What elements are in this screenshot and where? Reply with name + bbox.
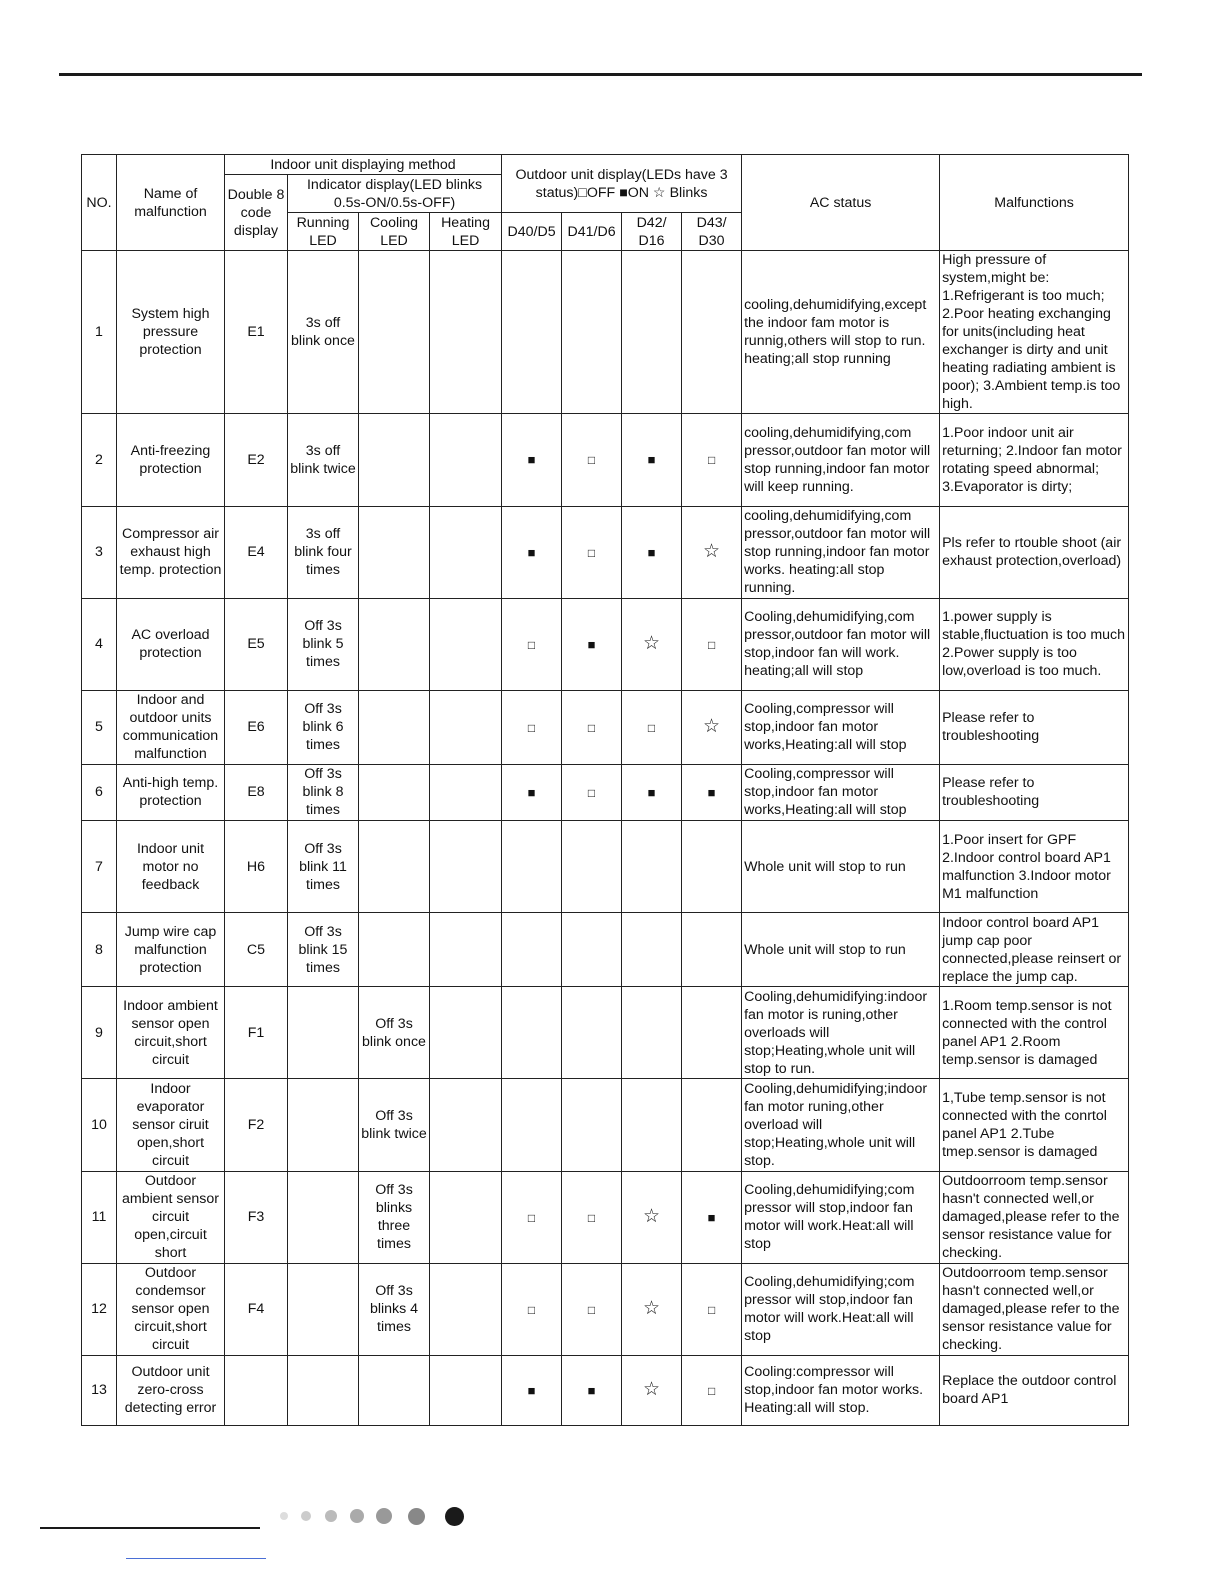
cell-d41 (562, 414, 622, 506)
header-ac-status: AC status (742, 155, 940, 251)
cell-d41 (562, 1171, 622, 1263)
cell-no: 4 (82, 598, 117, 690)
cell-heating-led (430, 506, 502, 598)
cell-d42 (622, 820, 682, 912)
cell-heating-led (430, 1171, 502, 1263)
cell-no: 2 (82, 414, 117, 506)
cell-d43 (682, 690, 742, 764)
led-on-icon: ■ (527, 784, 536, 800)
cell-no: 1 (82, 251, 117, 414)
header-heating: Heating LED (430, 213, 502, 251)
cell-heating-led (430, 913, 502, 987)
led-off-icon: □ (587, 453, 596, 468)
led-on-icon: ■ (527, 544, 536, 560)
cell-heating-led (430, 1355, 502, 1425)
cell-d43 (682, 414, 742, 506)
cell-cooling-led: Off 3s blinks three times (359, 1171, 430, 1263)
cell-heating-led (430, 1079, 502, 1171)
cell-d43 (682, 764, 742, 820)
header-cooling: Cooling LED (359, 213, 430, 251)
cell-ac-status: Whole unit will stop to run (742, 913, 940, 987)
cell-malfunction: 1.Poor insert for GPF 2.Indoor control board AP1 malfunction 3.Indoor motor M1 malfunction (940, 820, 1129, 912)
cell-d41 (562, 598, 622, 690)
cell-malfunction: Replace the outdoor control board AP1 (940, 1355, 1129, 1425)
cell-malfunction: 1.Poor indoor unit air returning; 2.Indoor fan motor rotating speed abnormal; 3.Evaporator is dirty; (940, 414, 1129, 506)
cell-malfunction: Please refer to troubleshooting (940, 690, 1129, 764)
footer-rule (40, 1527, 260, 1529)
cell-d41 (562, 1355, 622, 1425)
cell-d43 (682, 820, 742, 912)
cell-ac-status: Cooling,dehumidifying;com pressor will stop,indoor fan motor will work.Heat:all will stop (742, 1263, 940, 1355)
cell-cooling-led (359, 913, 430, 987)
cell-code: E6 (225, 690, 288, 764)
table-row (82, 820, 1129, 912)
led-off-icon: □ (707, 1302, 716, 1317)
header-outdoor: Outdoor unit display(LEDs have 3 status)□OFF ■ON ☆ Blinks (502, 155, 742, 213)
progress-dot (376, 1508, 392, 1524)
cell-code: C5 (225, 913, 288, 987)
malfunction-table (81, 154, 1129, 1426)
cell-malfunction: Outdoorroom temp.sensor hasn't connected well,or damaged,please refer to the sensor resistance value for checking. (940, 1171, 1129, 1263)
cell-code (225, 1355, 288, 1425)
cell-d40 (502, 414, 562, 506)
cell-ac-status: Cooling,compressor will stop,indoor fan motor works,Heating:all will stop (742, 764, 940, 820)
cell-code: F4 (225, 1263, 288, 1355)
led-off-icon: □ (527, 720, 536, 735)
cell-heating-led (430, 251, 502, 414)
cell-d40 (502, 506, 562, 598)
cell-running-led (288, 1079, 359, 1171)
cell-heating-led (430, 690, 502, 764)
cell-heating-led (430, 414, 502, 506)
cell-malfunction: Indoor control board AP1 jump cap poor connected,please reinsert or replace the jump cap. (940, 913, 1129, 987)
cell-d41 (562, 251, 622, 414)
cell-d41 (562, 764, 622, 820)
cell-ac-status: Cooling,dehumidifying;indoor fan motor runing,other overload will stop;Heating,whole unit will stop. (742, 1079, 940, 1171)
cell-d43 (682, 1355, 742, 1425)
cell-cooling-led (359, 690, 430, 764)
cell-name: Indoor unit motor no feedback (117, 820, 225, 912)
table-row (82, 414, 1129, 506)
led-blink-icon: ☆ (643, 633, 661, 655)
header-double8: Double 8 code display (225, 175, 288, 251)
cell-d42 (622, 506, 682, 598)
cell-running-led (288, 1355, 359, 1425)
cell-d41 (562, 820, 622, 912)
led-off-icon: □ (527, 1210, 536, 1225)
cell-cooling-led (359, 414, 430, 506)
table-row (82, 1263, 1129, 1355)
cell-malfunction: High pressure of system,might be: 1.Refrigerant is too much; 2.Poor heating exchanging for units(including heat exchanger is dirty and unit heating radiating ambient is poor); 3.Ambient temp.is too high. (940, 251, 1129, 414)
led-blink-icon: ☆ (703, 716, 721, 738)
progress-dot (325, 1510, 337, 1522)
cell-heating-led (430, 987, 502, 1079)
cell-ac-status: Cooling,compressor will stop,indoor fan motor works,Heating:all will stop (742, 690, 940, 764)
table-row (82, 598, 1129, 690)
led-blink-icon: ☆ (703, 541, 721, 563)
cell-d40 (502, 690, 562, 764)
cell-d42 (622, 251, 682, 414)
cell-ac-status: Whole unit will stop to run (742, 820, 940, 912)
cell-d41 (562, 987, 622, 1079)
cell-d43 (682, 506, 742, 598)
cell-heating-led (430, 820, 502, 912)
cell-name: Compressor air exhaust high temp. protection (117, 506, 225, 598)
cell-d42 (622, 598, 682, 690)
cell-no: 8 (82, 913, 117, 987)
led-off-icon: □ (587, 785, 596, 800)
cell-code: F2 (225, 1079, 288, 1171)
table-row (82, 1171, 1129, 1263)
cell-name: Jump wire cap malfunction protection (117, 913, 225, 987)
cell-code: E2 (225, 414, 288, 506)
cell-no: 11 (82, 1171, 117, 1263)
cell-d42 (622, 1355, 682, 1425)
cell-d40 (502, 251, 562, 414)
cell-code: F3 (225, 1171, 288, 1263)
cell-heating-led (430, 598, 502, 690)
led-on-icon: ■ (647, 544, 656, 560)
cell-no: 10 (82, 1079, 117, 1171)
led-on-icon: ■ (647, 452, 656, 468)
cell-d43 (682, 1079, 742, 1171)
table-row (82, 1355, 1129, 1425)
cell-ac-status: cooling,dehumidifying,except the indoor fam motor is runnig,others will stop to run. heating;all stop running (742, 251, 940, 414)
cell-d40 (502, 1263, 562, 1355)
cell-running-led (288, 987, 359, 1079)
cell-cooling-led (359, 764, 430, 820)
led-on-icon: ■ (707, 1209, 716, 1225)
cell-cooling-led (359, 598, 430, 690)
progress-dot (408, 1508, 425, 1525)
header-malfunctions: Malfunctions (940, 155, 1129, 251)
cell-d40 (502, 1171, 562, 1263)
cell-name: AC overload protection (117, 598, 225, 690)
cell-code: F1 (225, 987, 288, 1079)
cell-no: 6 (82, 764, 117, 820)
cell-d40 (502, 987, 562, 1079)
cell-heating-led (430, 764, 502, 820)
led-blink-icon: ☆ (643, 1206, 661, 1228)
led-off-icon: □ (587, 1210, 596, 1225)
cell-running-led: 3s off blink once (288, 251, 359, 414)
progress-dot (301, 1511, 311, 1521)
table-row (82, 987, 1129, 1079)
cell-d43 (682, 598, 742, 690)
cell-code: E8 (225, 764, 288, 820)
cell-running-led (288, 1263, 359, 1355)
led-off-icon: □ (527, 637, 536, 652)
table-row (82, 764, 1129, 820)
cell-d42 (622, 987, 682, 1079)
header-name: Name of malfunction (117, 155, 225, 251)
cell-name: Outdoor condemsor sensor open circuit,short circuit (117, 1263, 225, 1355)
cell-running-led: 3s off blink four times (288, 506, 359, 598)
header-running: Running LED (288, 213, 359, 251)
cell-cooling-led (359, 251, 430, 414)
cell-malfunction: Outdoorroom temp.sensor hasn't connected well,or damaged,please refer to the sensor resistance value for checking. (940, 1263, 1129, 1355)
led-off-icon: □ (707, 637, 716, 652)
footer-link-underline (126, 1558, 266, 1559)
led-on-icon: ■ (587, 1382, 596, 1398)
cell-malfunction: Please refer to troubleshooting (940, 764, 1129, 820)
cell-d40 (502, 1079, 562, 1171)
cell-code: E5 (225, 598, 288, 690)
cell-d43 (682, 1171, 742, 1263)
cell-name: System high pressure protection (117, 251, 225, 414)
cell-d43 (682, 1263, 742, 1355)
led-on-icon: ■ (527, 1382, 536, 1398)
cell-d41 (562, 506, 622, 598)
cell-no: 12 (82, 1263, 117, 1355)
led-on-icon: ■ (647, 784, 656, 800)
cell-d42 (622, 690, 682, 764)
led-on-icon: ■ (707, 784, 716, 800)
led-off-icon: □ (707, 1383, 716, 1398)
led-on-icon: ■ (587, 636, 596, 652)
cell-running-led: Off 3s blink 15 times (288, 913, 359, 987)
cell-cooling-led: Off 3s blinks 4 times (359, 1263, 430, 1355)
led-off-icon: □ (707, 453, 716, 468)
progress-dot (445, 1507, 464, 1526)
cell-d41 (562, 1079, 622, 1171)
led-off-icon: □ (587, 545, 596, 560)
cell-running-led (288, 1171, 359, 1263)
cell-cooling-led: Off 3s blink twice (359, 1079, 430, 1171)
cell-ac-status: Cooling,dehumidifying;com pressor will stop,indoor fan motor will work.Heat:all will stop (742, 1171, 940, 1263)
cell-name: Anti-high temp. protection (117, 764, 225, 820)
cell-cooling-led (359, 506, 430, 598)
cell-d42 (622, 1263, 682, 1355)
cell-name: Indoor and outdoor units communication malfunction (117, 690, 225, 764)
table-row (82, 251, 1129, 414)
cell-no: 5 (82, 690, 117, 764)
led-blink-icon: ☆ (643, 1298, 661, 1320)
led-off-icon: □ (587, 720, 596, 735)
header-indoor-method: Indoor unit displaying method (225, 155, 502, 175)
cell-name: Indoor ambient sensor open circuit,short circuit (117, 987, 225, 1079)
cell-no: 3 (82, 506, 117, 598)
cell-d40 (502, 820, 562, 912)
cell-running-led: Off 3s blink 6 times (288, 690, 359, 764)
cell-ac-status: Cooling:compressor will stop,indoor fan motor works. Heating:all will stop. (742, 1355, 940, 1425)
cell-d40 (502, 764, 562, 820)
header-no: NO. (82, 155, 117, 251)
cell-name: Outdoor unit zero-cross detecting error (117, 1355, 225, 1425)
led-off-icon: □ (647, 720, 656, 735)
cell-malfunction: 1.Room temp.sensor is not connected with the control panel AP1 2.Room temp.sensor is damaged (940, 987, 1129, 1079)
cell-running-led: Off 3s blink 5 times (288, 598, 359, 690)
cell-code: E1 (225, 251, 288, 414)
cell-d40 (502, 913, 562, 987)
table-row (82, 913, 1129, 987)
cell-no: 7 (82, 820, 117, 912)
led-on-icon: ■ (527, 452, 536, 468)
progress-dot (280, 1512, 288, 1520)
cell-ac-status: cooling,dehumidifying,com pressor,outdoor fan motor will stop running,indoor fan motor will keep running. (742, 414, 940, 506)
header-d41: D41/D6 (562, 213, 622, 251)
led-off-icon: □ (587, 1302, 596, 1317)
cell-d43 (682, 987, 742, 1079)
cell-code: E4 (225, 506, 288, 598)
cell-d40 (502, 1355, 562, 1425)
header-d42: D42/ D16 (622, 213, 682, 251)
cell-d42 (622, 764, 682, 820)
cell-ac-status: Cooling,dehumidifying,com pressor,outdoor fan motor will stop,indoor fan will work. heating;all will stop (742, 598, 940, 690)
cell-malfunction: 1.power supply is stable,fluctuation is too much 2.Power supply is too low,overload is too much. (940, 598, 1129, 690)
cell-d43 (682, 913, 742, 987)
header-d43: D43/ D30 (682, 213, 742, 251)
led-off-icon: □ (527, 1302, 536, 1317)
cell-d41 (562, 913, 622, 987)
table-row (82, 690, 1129, 764)
cell-running-led: Off 3s blink 8 times (288, 764, 359, 820)
table-row (82, 1079, 1129, 1171)
cell-no: 13 (82, 1355, 117, 1425)
cell-d42 (622, 414, 682, 506)
cell-ac-status: cooling,dehumidifying,com pressor,outdoor fan motor will stop running,indoor fan motor works. heating:all stop running. (742, 506, 940, 598)
cell-malfunction: 1,Tube temp.sensor is not connected with the conrtol panel AP1 2.Tube tmep.sensor is damaged (940, 1079, 1129, 1171)
table-row (82, 506, 1129, 598)
cell-running-led: 3s off blink twice (288, 414, 359, 506)
cell-d41 (562, 690, 622, 764)
cell-d43 (682, 251, 742, 414)
cell-name: Outdoor ambient sensor circuit open,circuit short (117, 1171, 225, 1263)
cell-heating-led (430, 1263, 502, 1355)
cell-running-led: Off 3s blink 11 times (288, 820, 359, 912)
cell-cooling-led (359, 1355, 430, 1425)
cell-ac-status: Cooling,dehumidifying:indoor fan motor is runing,other overloads will stop;Heating,whole unit will stop to run. (742, 987, 940, 1079)
cell-no: 9 (82, 987, 117, 1079)
cell-name: Indoor evaporator sensor ciruit open,short circuit (117, 1079, 225, 1171)
cell-cooling-led (359, 820, 430, 912)
led-blink-icon: ☆ (643, 1379, 661, 1401)
progress-dot (350, 1509, 364, 1523)
cell-malfunction: Pls refer to rtouble shoot (air exhaust protection,overload) (940, 506, 1129, 598)
header-rule (59, 73, 1142, 76)
cell-d40 (502, 598, 562, 690)
cell-d41 (562, 1263, 622, 1355)
header-d40: D40/D5 (502, 213, 562, 251)
cell-name: Anti-freezing protection (117, 414, 225, 506)
cell-d42 (622, 1171, 682, 1263)
cell-cooling-led: Off 3s blink once (359, 987, 430, 1079)
cell-code: H6 (225, 820, 288, 912)
cell-d42 (622, 913, 682, 987)
cell-d42 (622, 1079, 682, 1171)
header-indicator: Indicator display(LED blinks 0.5s-ON/0.5s-OFF) (288, 175, 502, 213)
